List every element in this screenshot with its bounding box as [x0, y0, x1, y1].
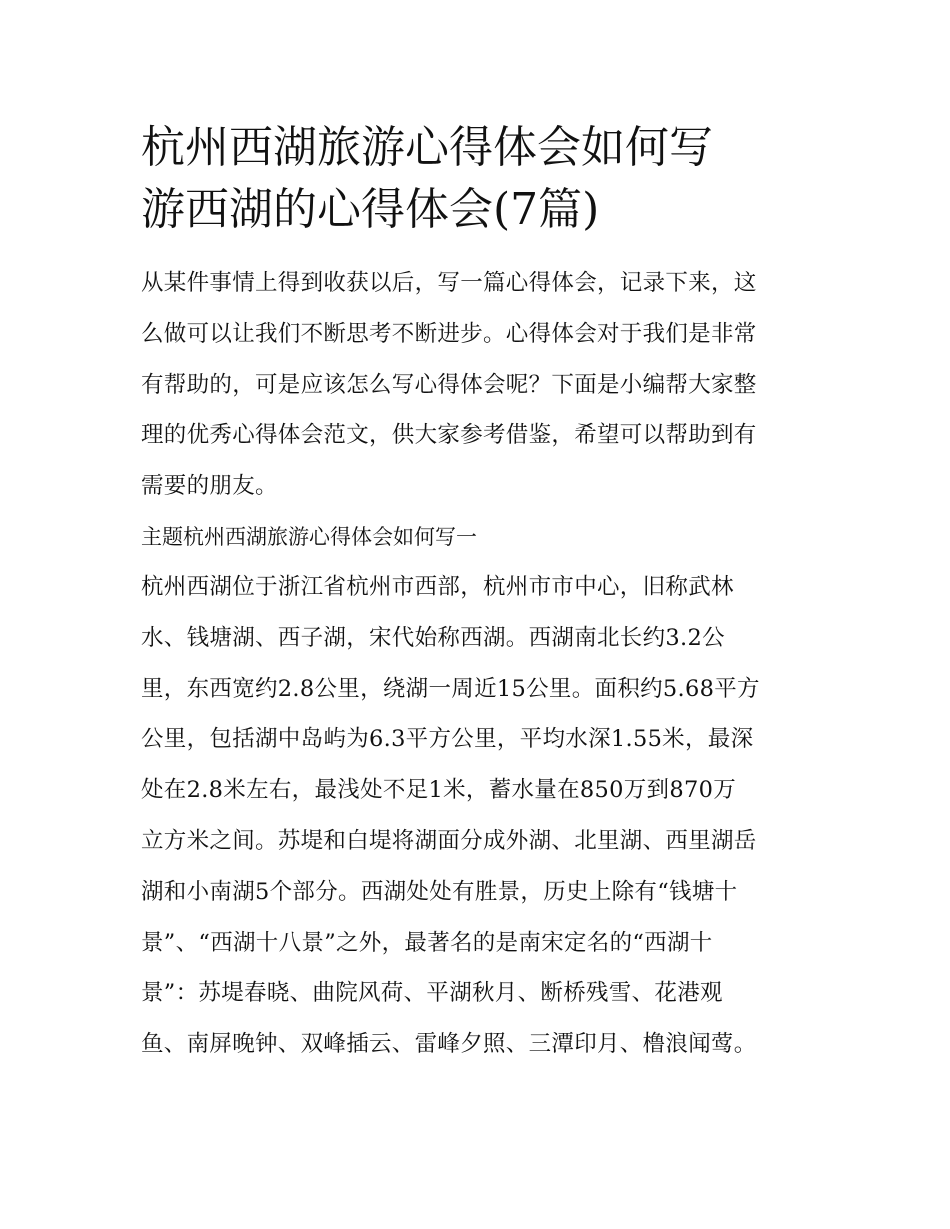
body-line: 鱼、南屏晚钟、双峰插云、雷峰夕照、三潭印月、橹浪闻莺。 [141, 1031, 757, 1058]
body-line: 公里，包括湖中岛屿为6.3平方公里，平均水深1.55米，最深 [141, 726, 754, 753]
body-line: 立方米之间。苏堤和白堤将湖面分成外湖、北里湖、西里湖岳 [141, 827, 757, 854]
document-title [141, 118, 813, 240]
body-line: 湖和小南湖5个部分。西湖处处有胜景，历史上除有“钱塘十 [141, 878, 738, 905]
section-heading: 主题杭州西湖旅游心得体会如何写一 [141, 524, 477, 549]
intro-line: 么做可以让我们不断思考不断进步。心得体会对于我们是非常 [141, 320, 757, 347]
body-line: 里，东西宽约2.8公里，绕湖一周近15公里。面积约5.68平方 [141, 675, 760, 702]
body-line: 水、钱塘湖、西子湖，宋代始称西湖。西湖南北长约3.2公 [141, 624, 725, 651]
intro-line: 从某件事情上得到收获以后，写一篇心得体会，记录下来，这 [141, 270, 757, 296]
document-content [141, 118, 813, 1070]
intro-line: 理的优秀心得体会范文，供大家参考借鉴，希望可以帮助到有 [141, 422, 757, 449]
body-line: 杭州西湖位于浙江省杭州市西部，杭州市市中心，旧称武林 [141, 573, 734, 600]
body-line: 景”：苏堤春晓、曲院风荷、平湖秋月、断桥残雪、花港观 [141, 980, 723, 1007]
body-line: 处在2.8米左右，最浅处不足1米，蓄水量在850万到870万 [141, 777, 736, 804]
title-line: 杭州西湖旅游心得体会如何写 [141, 122, 713, 173]
body-line: 景”、“西湖十八景”之外，最著名的是南宋定名的“西湖十 [141, 929, 713, 956]
intro-line: 需要的朋友。 [141, 473, 278, 500]
intro-line: 有帮助的，可是应该怎么写心得体会呢？下面是小编帮大家整 [141, 371, 757, 398]
title-line: 游西湖的心得体会(7篇) [141, 184, 600, 235]
intro-paragraph [141, 258, 813, 512]
body-paragraph [141, 562, 813, 1070]
